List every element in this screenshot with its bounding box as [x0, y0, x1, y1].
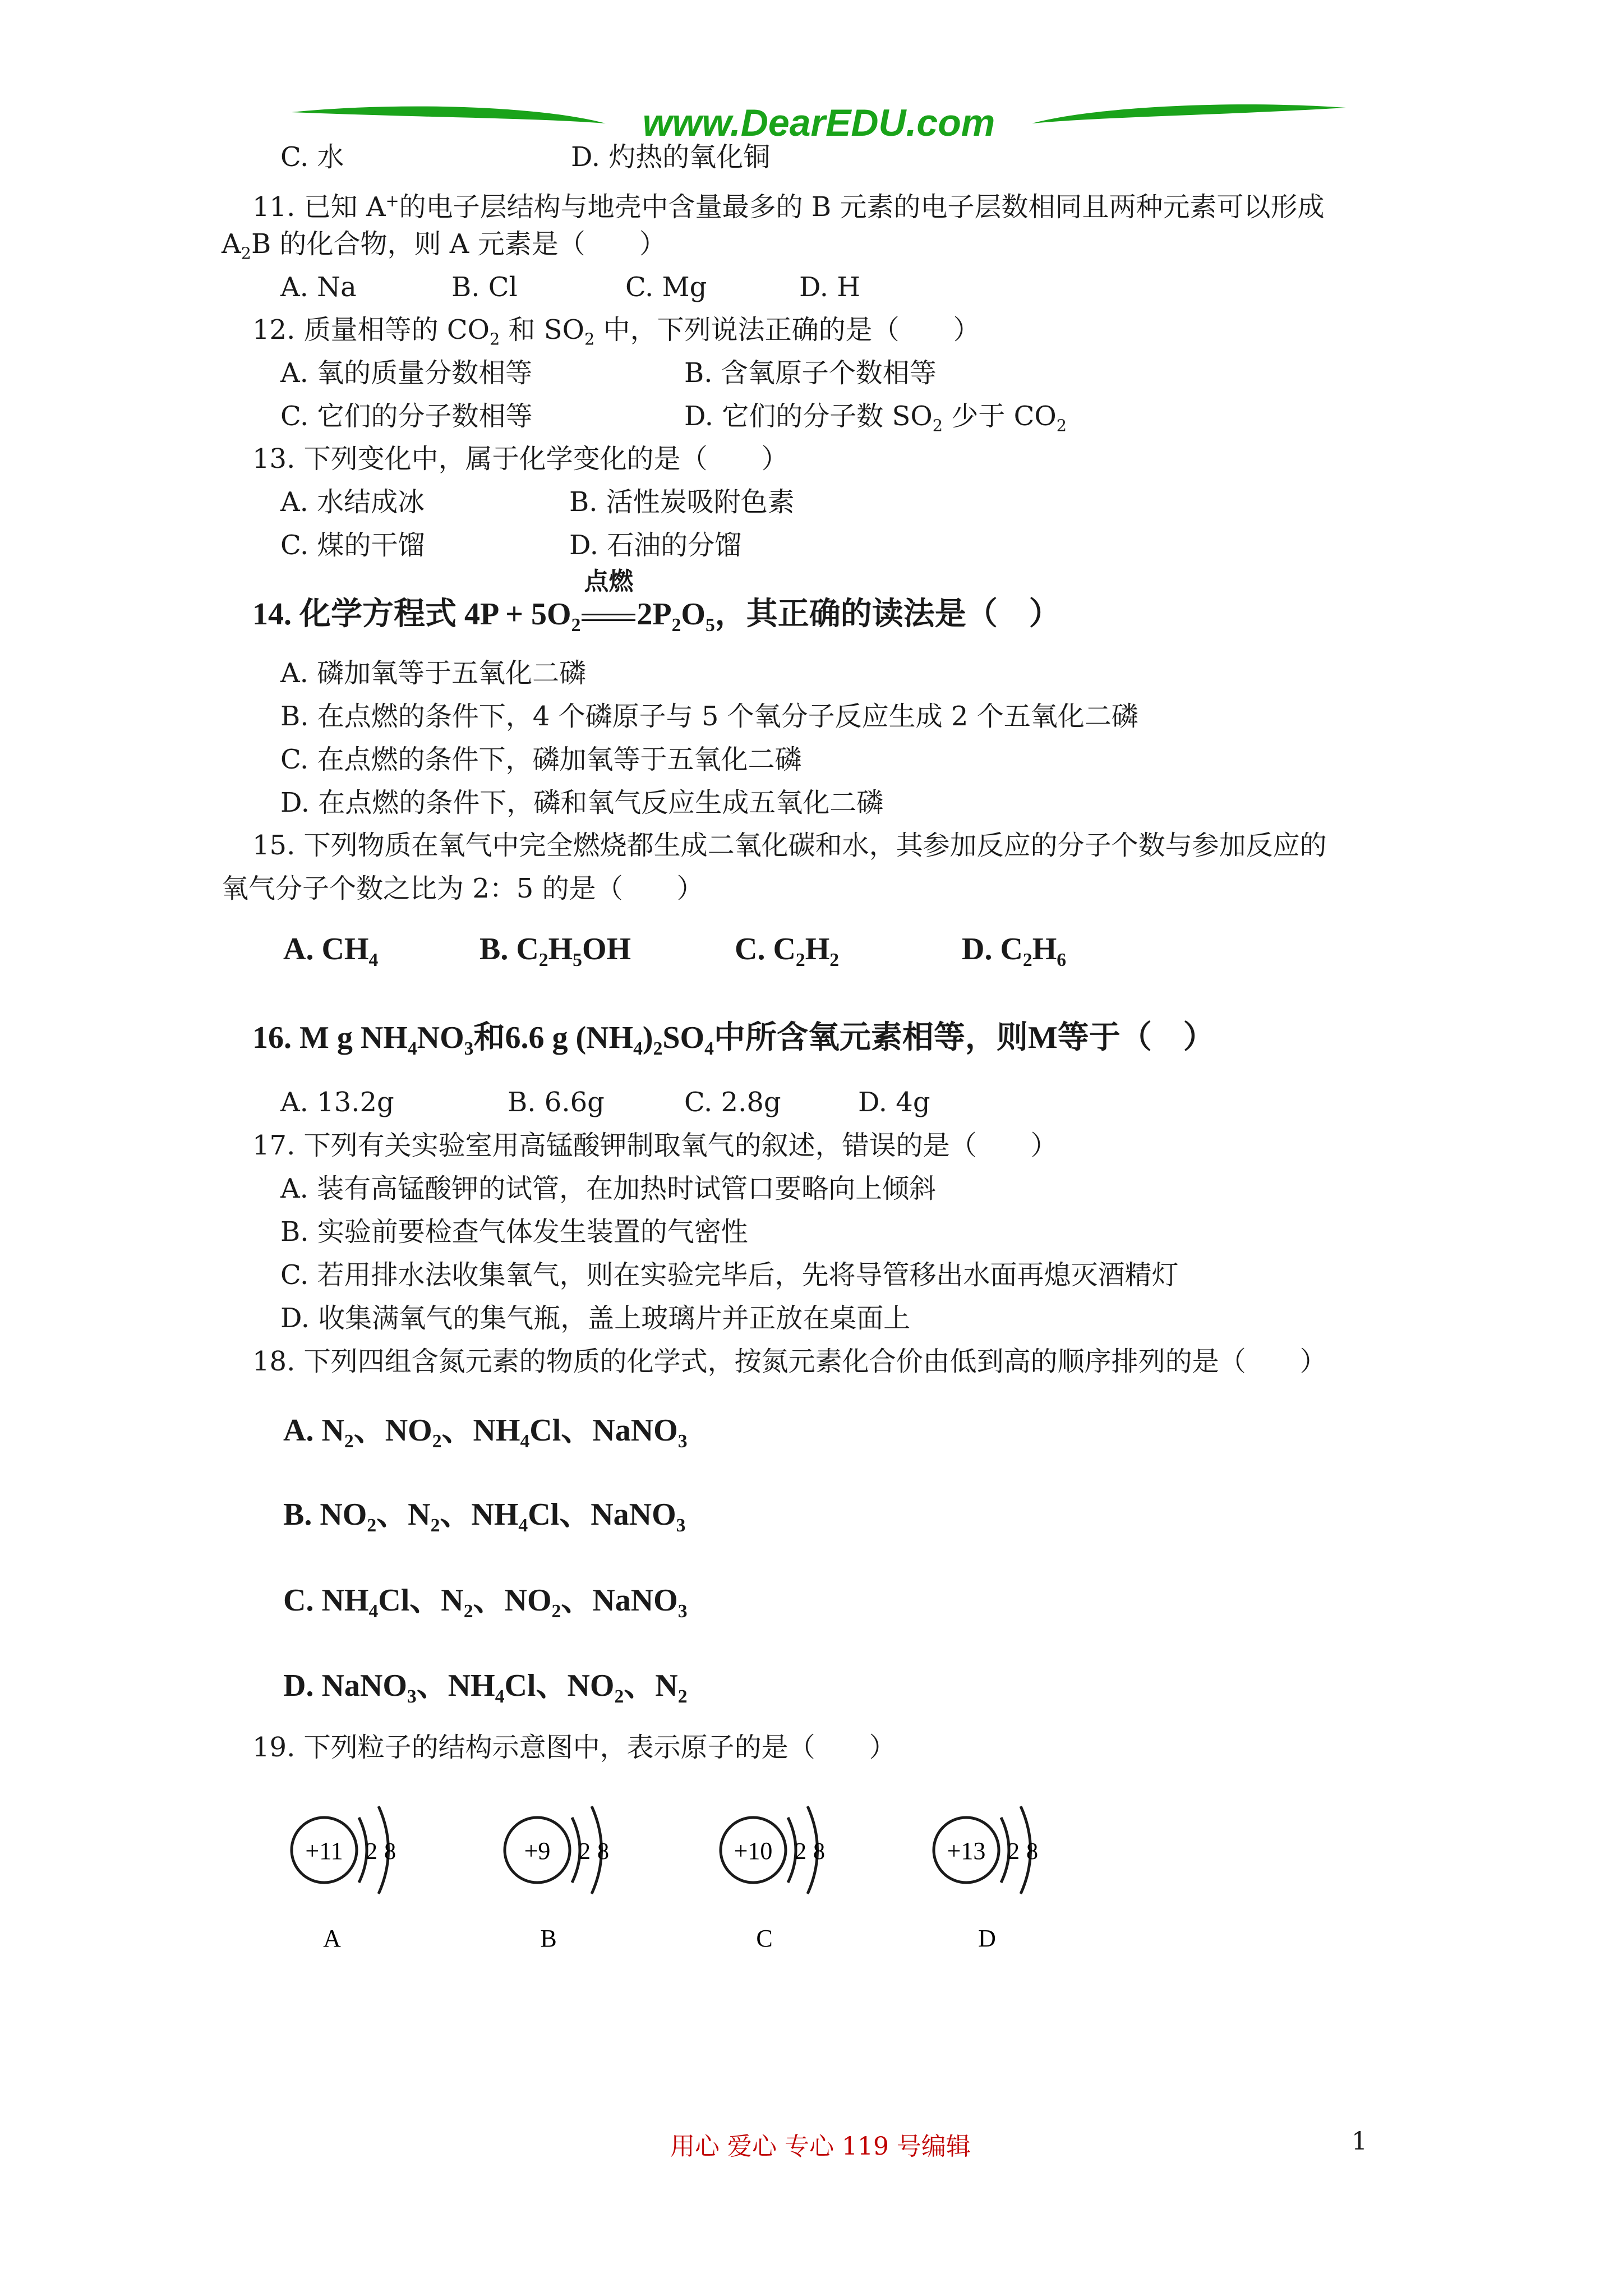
svg-text:+9: +9 — [524, 1837, 551, 1865]
q18-option-d: D. NaNO$_3$、$NH_4Cl$、$NO_2$、$N_2$ — [283, 1668, 688, 1708]
svg-text:2: 2 — [795, 1839, 806, 1865]
q16-option-a: A. 13.2g — [280, 1087, 394, 1118]
svg-text:2: 2 — [366, 1839, 377, 1865]
q15-stem-line2: 氧气分子个数之比为 2：5 的是（ ） — [222, 873, 704, 904]
q14-option-a: A. 磷加氧等于五氧化二磷 — [280, 657, 587, 689]
q13-stem: 13. 下列变化中，属于化学变化的是（ ） — [252, 443, 789, 475]
atom-label-a: A — [323, 1925, 341, 1952]
q12-option-d: D. 它们的分子数 $SO_2$ 少于 $CO_2$ — [684, 401, 1067, 435]
q11-option-c: C. Mg — [625, 272, 707, 303]
q14-option-b: B. 在点燃的条件下，4 个磷原子与 5 个氧分子反应生成 2 个五氧化二磷 — [280, 701, 1138, 732]
q13-option-a: A. 水结成冰 — [280, 486, 425, 518]
q11-stem-line2: $A_2B$ 的化合物，则 A 元素是（ ） — [222, 228, 666, 263]
atom-diagram-a — [280, 1784, 409, 1958]
q12-option-a: A. 氧的质量分数相等 — [280, 357, 533, 389]
reaction-arrow — [580, 568, 637, 634]
q10-option-d: D. 灼热的氧化铜 — [571, 141, 771, 173]
q16-stem: 16. M g $NH_4NO_3$和6.6 g $(NH_4)_2SO_4$中所含氧元素相等，则M等于（ ） — [252, 1020, 1215, 1060]
page-number: 1 — [1352, 2127, 1367, 2156]
svg-text:+13: +13 — [947, 1837, 986, 1865]
q13-option-d: D. 石油的分馏 — [569, 530, 742, 561]
logo-text: www.DearEDU.com — [642, 102, 995, 144]
q15-option-c: C. $C_2H_2$ — [735, 932, 840, 971]
q12-option-b: B. 含氧原子个数相等 — [684, 357, 937, 389]
q15-option-b: B. $C_2H_5OH$ — [479, 932, 631, 971]
svg-text:8: 8 — [1026, 1839, 1038, 1865]
svg-text:+11: +11 — [305, 1837, 343, 1865]
q15-option-d: D. $C_2H_6$ — [962, 932, 1067, 971]
q11-option-a: A. Na — [280, 272, 357, 303]
footer-text: 用心 爱心 专心 119 号编辑 — [670, 2132, 971, 2161]
q17-option-a: A. 装有高锰酸钾的试管，在加热时试管口要略向上倾斜 — [280, 1173, 937, 1204]
svg-text:8: 8 — [597, 1839, 609, 1865]
svg-text:8: 8 — [384, 1839, 396, 1865]
q13-option-b: B. 活性炭吸附色素 — [569, 486, 795, 518]
q18-option-b: B. $NO_2$、$N_2$、$NH_4Cl$、NaNO$_3$ — [283, 1497, 686, 1536]
svg-text:2: 2 — [1008, 1839, 1020, 1865]
atom-diagram-b — [494, 1784, 623, 1958]
reaction-condition: 点燃 — [584, 568, 634, 595]
header-logo — [292, 95, 1346, 146]
q17-option-d: D. 收集满氧气的集气瓶，盖上玻璃片并正放在桌面上 — [280, 1303, 911, 1334]
q15-stem-line1: 15. 下列物质在氧气中完全燃烧都生成二氧化碳和水，其参加反应的分子个数与参加反应的 — [252, 830, 1327, 861]
q12-option-c: C. 它们的分子数相等 — [280, 401, 533, 432]
atom-diagram-c — [709, 1784, 838, 1958]
q10-option-c: C. 水 — [280, 141, 344, 173]
q18-stem: 18. 下列四组含氮元素的物质的化学式，按氮元素化合价由低到高的顺序排列的是（ ） — [252, 1346, 1327, 1377]
q11-option-d: D. H — [799, 272, 861, 303]
q14-stem: 14. 化学方程式 $4P + 5O_2$ 点燃 $2P_2O_5$，其正确的读法是（ ） — [252, 595, 1061, 645]
q11-stem-line1: 11. 已知 A+的电子层结构与地壳中含量最多的 B 元素的电子层数相同且两种元素可以形成 — [252, 191, 1325, 223]
q18-option-a: A. $N_2$、$NO_2$、$NH_4Cl$、NaNO$_3$ — [283, 1413, 688, 1452]
q17-option-b: B. 实验前要检查气体发生装置的气密性 — [280, 1216, 748, 1248]
atom-label-d: D — [978, 1925, 996, 1952]
atom-label-c: C — [756, 1925, 773, 1952]
q17-option-c: C. 若用排水法收集氧气，则在实验完毕后，先将导管移出水面再熄灭酒精灯 — [280, 1259, 1179, 1291]
q16-option-d: D. 4g — [858, 1087, 930, 1118]
q16-option-c: C. 2.8g — [684, 1087, 781, 1118]
q13-option-c: C. 煤的干馏 — [280, 530, 425, 561]
q12-stem: 12. 质量相等的 $CO_2$ 和 $SO_2$ 中，下列说法正确的是（ ） — [252, 314, 980, 349]
svg-text:2: 2 — [579, 1839, 591, 1865]
svg-text:8: 8 — [813, 1839, 825, 1865]
q17-stem: 17. 下列有关实验室用高锰酸钾制取氧气的叙述，错误的是（ ） — [252, 1130, 1058, 1161]
q19-stem: 19. 下列粒子的结构示意图中，表示原子的是（ ） — [252, 1732, 896, 1763]
svg-text:+10: +10 — [734, 1837, 773, 1865]
atom-diagram-d — [923, 1784, 1052, 1958]
atom-label-b: B — [540, 1925, 557, 1952]
q18-option-c: C. $NH_4Cl$、$N_2$、$NO_2$、NaNO$_3$ — [283, 1583, 688, 1622]
q11-option-b: B. Cl — [451, 272, 518, 303]
q14-option-c: C. 在点燃的条件下，磷加氧等于五氧化二磷 — [280, 744, 802, 775]
q16-option-b: B. 6.6g — [508, 1087, 605, 1118]
q15-option-a: A. $CH_4$ — [283, 932, 379, 971]
q14-option-d: D. 在点燃的条件下，磷和氧气反应生成五氧化二磷 — [280, 787, 884, 818]
